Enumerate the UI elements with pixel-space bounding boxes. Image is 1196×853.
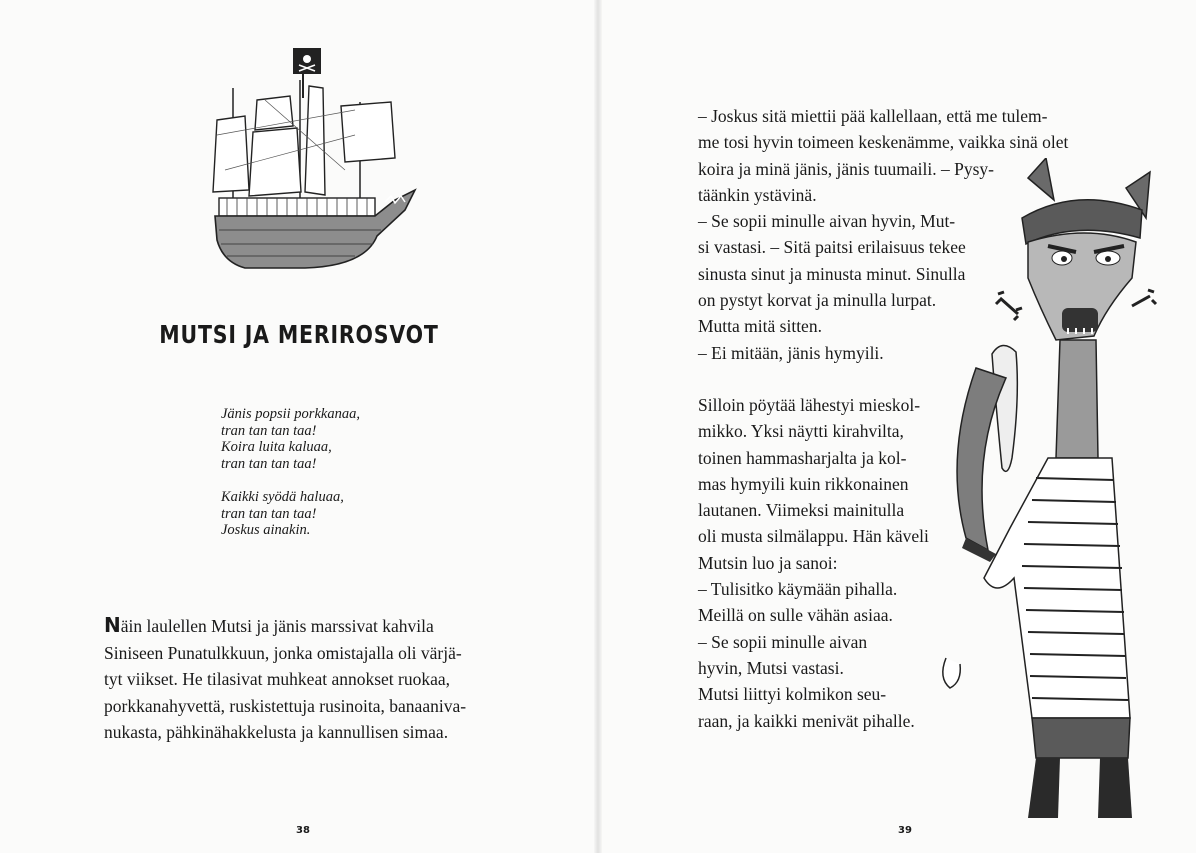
- verse-line: Joskus ainakin.: [221, 522, 311, 538]
- verse-line: tran tan tan taa!: [221, 505, 317, 522]
- body-line: Siniseen Punatulkkuun, jonka omistajalla oli värjä-: [104, 642, 462, 663]
- body-line: koira ja minä jänis, jänis tuumaili. – Pysy-: [698, 158, 995, 179]
- verse-line: Kaikki syödä haluaa,: [221, 489, 344, 505]
- body-line: on pystyt korvat ja minulla lurpat.: [698, 290, 937, 311]
- verse-stanza-1: [221, 406, 360, 472]
- verse-stanza-2: [221, 489, 344, 539]
- body-line: Mutta mitä sitten.: [698, 316, 822, 337]
- body-line: tyt viikset. He tilasivat muhkeat annokset ruokaa,: [104, 669, 451, 689]
- body-line: mikko. Yksi näytti kirahvilta,: [698, 421, 904, 442]
- body-line: [104, 612, 514, 640]
- body-line-rest: äin laulellen Mutsi ja jänis marssivat kahvila: [120, 616, 434, 636]
- body-line: – Joskus sitä miettii pää kallellaan, että me tulem-: [698, 106, 1048, 126]
- drop-cap: N: [104, 613, 121, 637]
- body-line: raan, ja kaikki menivät pihalle.: [698, 710, 915, 731]
- body-line: Mutsin luo ja sanoi:: [698, 552, 838, 573]
- verse-line: tran tan tan taa!: [221, 455, 317, 472]
- verse-line: Koira luita kaluaa,: [221, 439, 332, 455]
- body-line: sinusta sinut ja minusta minut. Sinulla: [698, 263, 966, 284]
- chapter-title: MUTSI JA MERIROSVOT: [159, 320, 439, 349]
- body-line: hyvin, Mutsi vastasi.: [698, 657, 844, 678]
- body-line: porkkanahyvettä, ruskistettuja rusinoita, banaaniva-: [104, 695, 467, 716]
- body-text-right: [698, 103, 1118, 734]
- right-page: [598, 0, 1196, 853]
- body-line: – Se sopii minulle aivan: [698, 631, 868, 652]
- pirate-ship-illustration: [205, 40, 425, 272]
- body-line: – Se sopii minulle aivan hyvin, Mut-: [698, 211, 956, 232]
- body-line: lautanen. Viimeksi mainitulla: [698, 500, 905, 521]
- body-line: Silloin pöytää lähestyi mieskol-: [698, 394, 921, 415]
- body-line: Mutsi liittyi kolmikon seu-: [698, 684, 887, 705]
- body-line: me tosi hyvin toimeen keskenämme, vaikka sinä olet: [698, 132, 1069, 153]
- body-line: toinen hammasharjalta ja kol-: [698, 447, 907, 468]
- verse-line: Jänis popsii porkkanaa,: [221, 406, 360, 422]
- verse-line: tran tan tan taa!: [221, 422, 317, 439]
- paragraph-gap: [698, 366, 1118, 392]
- body-line: si vastasi. – Sitä paitsi erilaisuus tekee: [698, 237, 966, 258]
- body-line: mas hymyili kuin rikkonainen: [698, 473, 909, 494]
- body-text-left: [104, 612, 514, 746]
- body-line: nukasta, pähkinähakkelusta ja kannullisen simaa.: [104, 722, 449, 742]
- body-line: Meillä on sulle vähän asiaa.: [698, 605, 893, 626]
- page-number: 39: [898, 825, 912, 836]
- body-line: – Tulisitko käymään pihalla.: [698, 579, 898, 600]
- body-line: täänkin ystävinä.: [698, 184, 817, 205]
- page-number: 38: [296, 825, 310, 836]
- body-line: oli musta silmälappu. Hän käveli: [698, 526, 929, 547]
- body-line: – Ei mitään, jänis hymyili.: [698, 342, 884, 363]
